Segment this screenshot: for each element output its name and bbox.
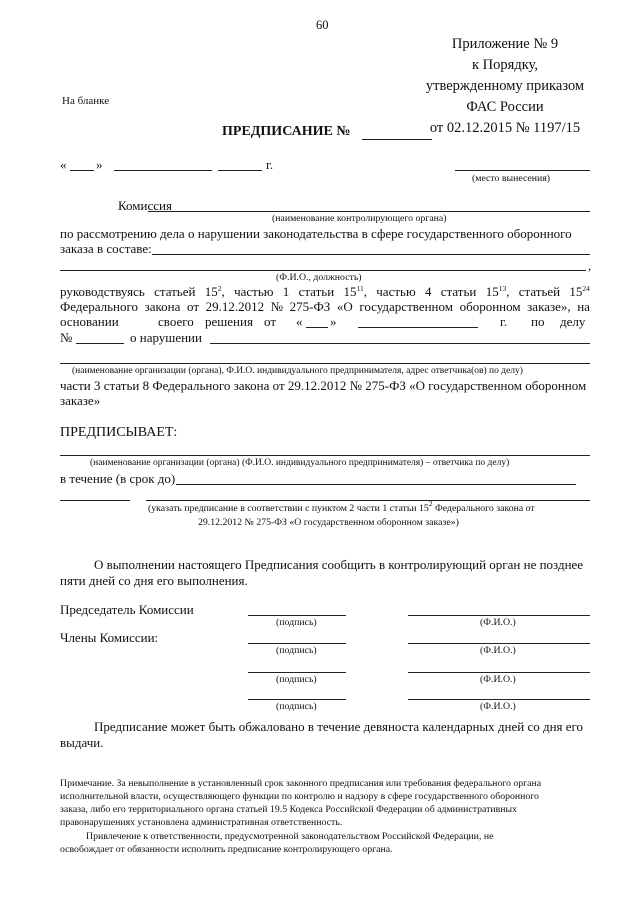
basis-word: по: [531, 314, 545, 329]
signature-line: [248, 699, 346, 700]
note-line: правонарушениях установлена административная ответственность.: [60, 817, 343, 828]
basis-word: своего: [158, 314, 194, 329]
place-caption: (место вынесения): [472, 173, 551, 184]
fio-position-caption: (Ф.И.О., должность): [276, 272, 362, 283]
respondent-line: [60, 455, 590, 456]
fio-line: [408, 672, 590, 673]
signature-caption: (подпись): [276, 645, 317, 656]
basis-word: основании: [60, 314, 119, 329]
basis-word: делу: [560, 314, 586, 329]
guided-line: [60, 284, 590, 300]
month-line: [114, 170, 212, 171]
signature-caption: (подпись): [276, 617, 317, 628]
authority-caption: (наименование контролирующего органа): [272, 213, 447, 224]
place-line: [455, 170, 590, 171]
consideration-line: по рассмотрению дела о нарушении законодательства в сфере государственного оборонного: [60, 226, 572, 241]
note-line: исполнительной власти, осуществляющего функции по контролю и надзору в сфере государственного оборонного: [60, 791, 539, 802]
fio-caption: (Ф.И.О.): [480, 674, 516, 685]
basis-word: от: [264, 314, 277, 329]
word: руководствуясь: [60, 284, 145, 299]
part3-line: части 3 статьи 8 Федерального закона от 29.12.2012 № 275-ФЗ «О государственном оборонном: [60, 378, 587, 393]
basis-month-line: [358, 327, 478, 328]
fio-line: [408, 699, 590, 700]
word: $15^{24}$: [569, 284, 590, 299]
fio-caption: (Ф.И.О.): [480, 617, 516, 628]
basis-open-quote: «: [296, 314, 303, 329]
day-line: [70, 170, 94, 171]
prescribes-heading: ПРЕДПИСЫВАЕТ:: [60, 425, 178, 440]
word: №: [270, 299, 284, 314]
fio-caption: (Ф.И.О.): [480, 645, 516, 656]
word: частью: [376, 284, 416, 299]
fio-caption: (Ф.И.О.): [480, 701, 516, 712]
commission-label: Комиссия: [118, 198, 172, 213]
word: статьи: [440, 284, 477, 299]
indicate-caption-line: (указать предписание в соответствии с пунктом 2 части 1 статьи $15^2$ Федерального закона от: [148, 499, 535, 514]
note-line: заказа, либо его территориального органа статьей 19.5 Кодекса Российской Федерации об административных: [60, 804, 518, 815]
basis-word: г.: [500, 314, 508, 329]
report-line: пяти дней со дня его выполнения.: [60, 573, 248, 588]
page-number: 60: [316, 18, 329, 32]
word: Федерального: [60, 299, 139, 314]
note-line: Привлечение к ответственности, предусмотренной законодательством Российской Федерации, не: [86, 831, 494, 842]
deadline-line-2: [60, 500, 130, 501]
members-label: Члены Комиссии:: [60, 630, 159, 645]
respondent-caption: (наименование организации (органа) (Ф.И.О. индивидуального предпринимателя) – ответчика по делу): [90, 458, 510, 468]
word: $15^2$,: [204, 284, 225, 299]
fio-line: [408, 643, 590, 644]
report-line: О выполнении настоящего Предписания сообщить в контролирующий орган не позднее: [94, 557, 584, 572]
word: от: [186, 299, 199, 314]
comma: ,: [588, 258, 592, 273]
date-open-quote: «: [60, 157, 67, 172]
title-number-line: [362, 139, 432, 140]
signature-caption: (подпись): [276, 674, 317, 685]
word: заказе»,: [527, 299, 571, 314]
basis-day-line: [306, 327, 328, 328]
consideration-line: заказа в составе:: [60, 241, 152, 256]
appendix-line: ФАС России: [466, 99, 544, 115]
word: закона: [144, 299, 181, 314]
signature-line: [248, 615, 346, 616]
appeal-line: Предписание может быть обжаловано в течение девяноста календарных дней со дня его: [94, 719, 584, 734]
date-close-quote: »: [96, 157, 103, 172]
word: 4: [424, 284, 432, 299]
indicate-caption-line: 29.12.2012 № 275-ФЗ «О государственном оборонном заказе»): [198, 517, 459, 528]
fio-line: [408, 615, 590, 616]
appendix-line: к Порядку,: [472, 57, 538, 73]
signature-line: [248, 672, 346, 673]
violation-line: [210, 343, 590, 344]
word: $15^{11}$,: [343, 284, 367, 299]
word: статьей: [154, 284, 196, 299]
word: оборонном: [459, 299, 521, 314]
signature-line: [248, 643, 346, 644]
word: статьи: [298, 284, 335, 299]
org-caption: (наименование организации (органа), Ф.И.О. индивидуального предпринимателя, адрес ответчика(ов) по делу): [72, 366, 523, 376]
composition-line: [152, 254, 590, 255]
note-line: Примечание. За невыполнение в установленный срок законного предписания или требования федерального органа: [60, 778, 542, 789]
word: государственном: [359, 299, 453, 314]
word: статьей: [518, 284, 561, 299]
authority-line: [148, 211, 590, 212]
indicate-line: [146, 500, 590, 501]
appendix-line: Приложение № 9: [451, 36, 559, 52]
deadline-line: [176, 484, 576, 485]
document-title: ПРЕДПИСАНИЕ №: [222, 124, 351, 139]
appendix-block: [410, 34, 600, 139]
letterhead-note: На бланке: [62, 95, 110, 107]
year-mark: г.: [266, 157, 274, 172]
org-line: [60, 363, 590, 364]
appendix-line: от 02.12.2015 № 1197/15: [429, 120, 581, 136]
year-line: [218, 170, 262, 171]
composition-line-2: [60, 270, 586, 271]
word: $15^{13}$,: [485, 284, 510, 299]
appeal-line: выдачи.: [60, 735, 104, 750]
word: частью: [234, 284, 274, 299]
word: «О: [336, 299, 353, 314]
appendix-line: утвержденному приказом: [425, 78, 585, 94]
federal-law-line: [60, 299, 590, 315]
case-no-line: [76, 343, 124, 344]
word: на: [577, 299, 590, 314]
violation-text: о нарушении: [130, 330, 202, 345]
basis-word: решения: [205, 314, 253, 329]
word: 29.12.2012: [205, 299, 265, 314]
note-line: освобождает от обязанности исполнить предписание контролирующего органа.: [60, 844, 393, 855]
chairman-label: Председатель Комиссии: [60, 602, 194, 617]
part3-line: заказе»: [60, 393, 101, 408]
basis-close-quote: »: [330, 314, 337, 329]
deadline-label: в течение (в срок до): [60, 471, 176, 486]
case-no-label: №: [60, 330, 73, 345]
word: 275-ФЗ: [289, 299, 331, 314]
word: 1: [282, 284, 290, 299]
signature-caption: (подпись): [276, 701, 317, 712]
